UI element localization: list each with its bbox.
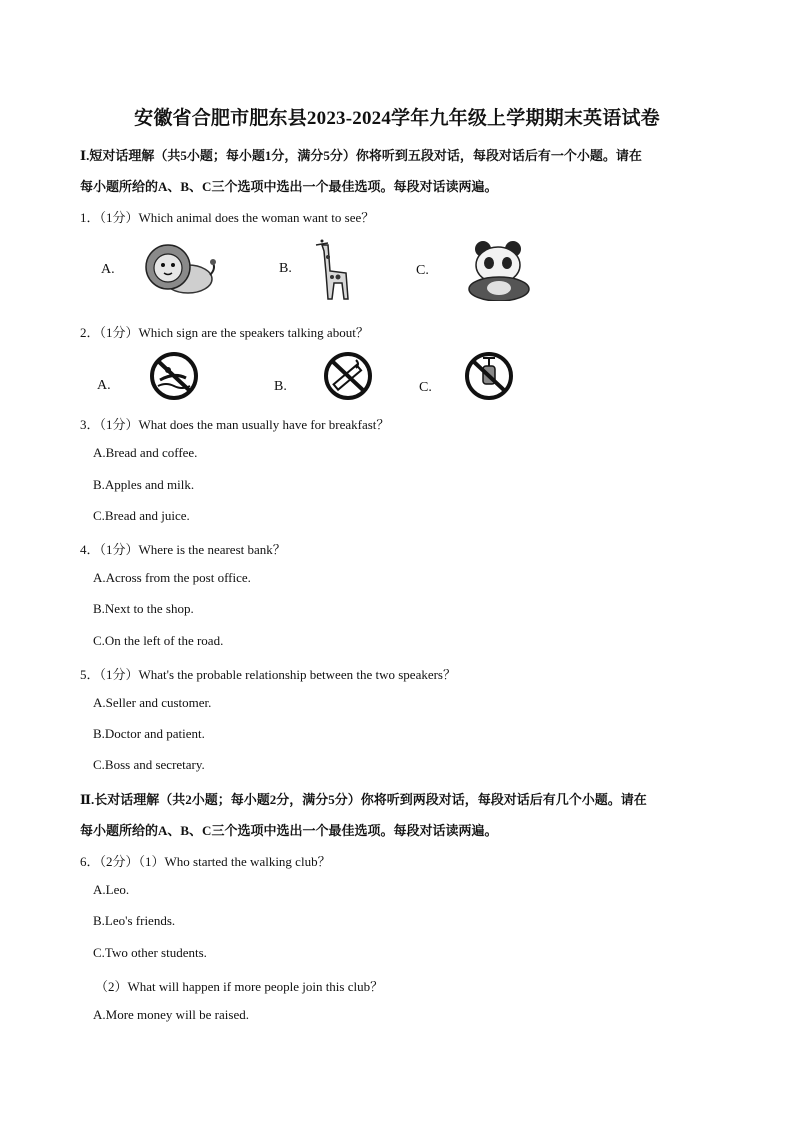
section2-instructions-line2: 每小题所给的A、B、C三个选项中选出一个最佳选项。每段对话读两遍。 — [80, 823, 498, 838]
no-touching-sign-icon — [461, 350, 517, 407]
question-5-stem: 5．（1分）What's the probable relationship between the two speakers？ — [80, 667, 456, 682]
question-6-sub2-stem: （2）What will happen if more people join this club？ — [95, 979, 384, 994]
question-6-option-c: C.Two other students. — [93, 945, 207, 960]
option-a-label: A. — [97, 378, 111, 393]
option-a-label: A. — [101, 262, 115, 277]
question-3-stem: 3．（1分）What does the man usually have for breakfast？ — [80, 417, 390, 432]
question-1-pictures — [80, 237, 720, 307]
option-c-label: C. — [416, 263, 429, 278]
no-swimming-sign-icon — [146, 350, 202, 407]
panda-icon — [463, 239, 535, 306]
question-4-option-c: C.On the left of the road. — [93, 633, 224, 648]
section1-instructions-line1: Ⅰ.短对话理解（共5小题；每小题1分，满分5分）你将听到五段对话，每段对话后有一个小题。请在 — [80, 148, 642, 163]
question-2-pictures — [80, 350, 720, 420]
option-b-label: B. — [274, 379, 287, 394]
question-3-option-a: A.Bread and coffee. — [93, 445, 198, 460]
question-5-option-c: C.Boss and secretary. — [93, 757, 205, 772]
section2-instructions-line1: Ⅱ.长对话理解（共2小题；每小题2分，满分5分）你将听到两段对话，每段对话后有几个小题。请在 — [80, 792, 647, 807]
question-1-stem: 1．（1分）Which animal does the woman want to see？ — [80, 210, 375, 225]
question-6-option-a: A.Leo. — [93, 882, 130, 897]
question-6-sub2-option-a: A.More money will be raised. — [93, 1007, 249, 1022]
question-5-option-a: A.Seller and customer. — [93, 695, 212, 710]
question-4-option-b: B.Next to the shop. — [93, 601, 194, 616]
page-title: 安徽省合肥市肥东县2023-2024学年九年级上学期期末英语试卷 — [134, 108, 660, 129]
giraffe-icon — [308, 237, 358, 306]
question-4-option-a: A.Across from the post office. — [93, 570, 251, 585]
question-4-stem: 4．（1分）Where is the nearest bank？ — [80, 542, 286, 557]
option-b-label: B. — [279, 261, 292, 276]
lion-icon — [138, 239, 218, 304]
section1-instructions-line2: 每小题所给的A、B、C三个选项中选出一个最佳选项。每段对话读两遍。 — [80, 179, 498, 194]
question-3-option-b: B.Apples and milk. — [93, 477, 195, 492]
question-6-option-b: B.Leo's friends. — [93, 913, 176, 928]
question-6-stem: 6．（2分）（1）Who started the walking club？ — [80, 854, 331, 869]
no-smoking-sign-icon — [320, 350, 376, 407]
question-2-stem: 2．（1分）Which sign are the speakers talking about？ — [80, 325, 369, 340]
question-3-option-c: C.Bread and juice. — [93, 508, 190, 523]
option-c-label: C. — [419, 380, 432, 395]
question-5-option-b: B.Doctor and patient. — [93, 726, 205, 741]
